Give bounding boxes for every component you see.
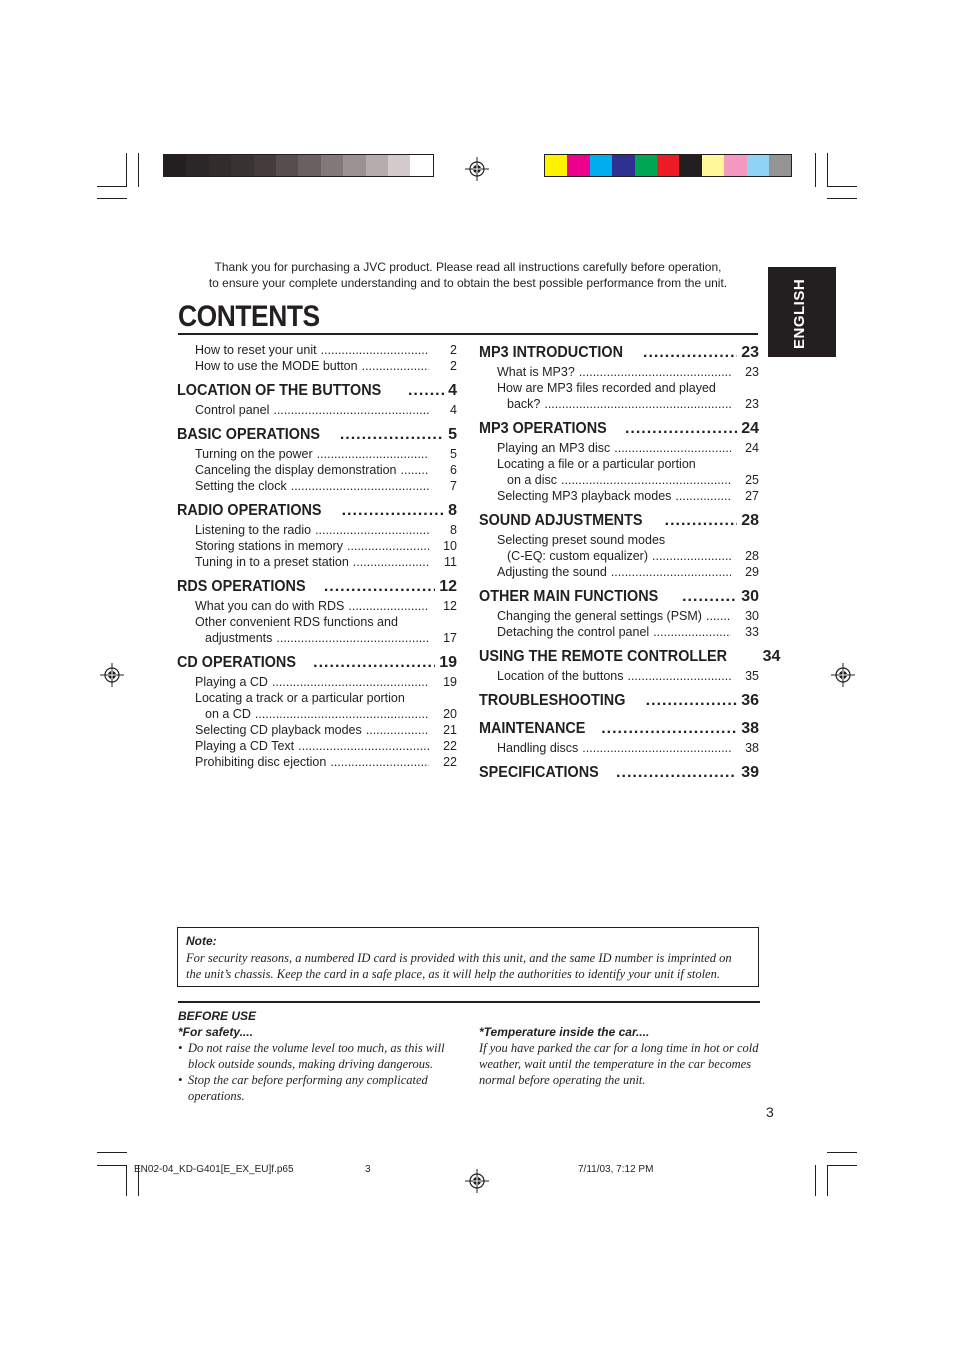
- leader-dots: [340, 424, 444, 446]
- toc-item-label: Listening to the radio: [195, 523, 312, 537]
- leader-dots: [315, 522, 429, 538]
- crop-mark: [827, 1152, 857, 1153]
- toc-item[interactable]: [177, 402, 457, 418]
- leader-dots: [324, 576, 435, 598]
- toc-item-page: 2: [450, 359, 457, 373]
- toc-section-page: 19: [439, 654, 457, 671]
- toc-item-label: Tuning in to a preset station: [195, 555, 349, 569]
- toc-item[interactable]: [177, 754, 457, 770]
- color-swatch: [657, 155, 679, 176]
- toc-item-label: Handling discs: [497, 741, 579, 755]
- crop-mark: [827, 153, 828, 187]
- toc-item[interactable]: [177, 598, 457, 614]
- toc-item-page: 10: [443, 539, 457, 553]
- toc-item-page: 7: [450, 479, 457, 493]
- toc-item-label: How are MP3 files recorded and played: [497, 381, 716, 395]
- toc-item[interactable]: [177, 674, 457, 690]
- toc-item-page: 22: [443, 755, 457, 769]
- toc-left-column: [177, 342, 457, 770]
- color-swatch: [612, 155, 634, 176]
- toc-item-page: 8: [450, 523, 457, 537]
- toc-item-page: 27: [745, 489, 759, 503]
- toc-item[interactable]: [479, 608, 759, 624]
- leader-dots: [273, 402, 429, 418]
- color-swatch: [679, 155, 701, 176]
- color-swatch: [321, 155, 343, 176]
- leader-dots: [653, 624, 731, 640]
- grayscale-color-bar: [163, 154, 434, 177]
- toc-section: [177, 342, 457, 374]
- color-swatch: [545, 155, 567, 176]
- toc-section-title: MP3 OPERATIONS: [479, 420, 607, 437]
- toc-section-heading[interactable]: [479, 646, 781, 668]
- crop-mark: [97, 1152, 127, 1153]
- page-number: 3: [766, 1104, 774, 1120]
- toc-item-page: 28: [745, 549, 759, 563]
- temperature-text: If you have parked the car for a long time in hot or cold weather, wait until the temperature in the car becomes normal before operating the unit.: [479, 1041, 759, 1087]
- color-swatch: [388, 155, 410, 176]
- toc-item[interactable]: [177, 342, 457, 358]
- leader-dots: [317, 446, 429, 462]
- toc-section-heading[interactable]: [479, 762, 759, 784]
- toc-item-label: on a disc: [507, 473, 558, 487]
- registration-mark-icon: [465, 157, 489, 181]
- crop-mark: [97, 186, 127, 187]
- toc-item-label: Playing an MP3 disc: [497, 441, 611, 455]
- toc-item-page: 23: [745, 365, 759, 379]
- leader-dots: [616, 762, 737, 784]
- toc-section: [479, 418, 759, 504]
- toc-item[interactable]: [479, 740, 759, 756]
- toc-section: [177, 576, 457, 646]
- crop-mark: [126, 153, 127, 187]
- toc-section: [177, 424, 457, 494]
- toc-section-title: MAINTENANCE: [479, 720, 586, 737]
- toc-item-page: 4: [450, 403, 457, 417]
- color-swatch: [276, 155, 298, 176]
- color-swatch: [590, 155, 612, 176]
- crop-mark: [126, 1165, 127, 1196]
- leader-dots: [313, 652, 435, 674]
- leader-dots: [342, 500, 444, 522]
- toc-item[interactable]: [177, 706, 457, 722]
- color-swatch: [343, 155, 365, 176]
- footer-page: 3: [365, 1164, 371, 1175]
- safety-heading-text: For safety....: [182, 1025, 253, 1039]
- leader-dots: [347, 538, 429, 554]
- crop-mark: [97, 198, 127, 199]
- toc-section-page: 23: [741, 344, 759, 361]
- toc-item-label: Location of the buttons: [497, 669, 624, 683]
- toc-section-heading[interactable]: [479, 510, 759, 532]
- toc-item-label: Locating a file or a particular portion: [497, 457, 696, 471]
- leader-dots: [366, 722, 429, 738]
- toc-item-label: Adjusting the sound: [497, 565, 607, 579]
- toc-item-page: 6: [450, 463, 457, 477]
- toc-section-page: 8: [448, 502, 457, 519]
- toc-item-label: adjustments: [205, 631, 273, 645]
- crop-mark: [827, 1165, 857, 1166]
- color-swatch: [164, 155, 186, 176]
- leader-dots: [408, 380, 444, 402]
- toc-item[interactable]: [479, 456, 759, 472]
- leader-dots: [272, 674, 429, 690]
- note-title: Note:: [186, 934, 217, 948]
- toc-item[interactable]: [177, 554, 457, 570]
- color-swatch: [769, 155, 791, 176]
- toc-item[interactable]: [479, 564, 759, 580]
- toc-section-title: MP3 INTRODUCTION: [479, 344, 623, 361]
- toc-item-label: Selecting preset sound modes: [497, 533, 666, 547]
- toc-item[interactable]: [177, 630, 457, 646]
- toc-section-heading[interactable]: [479, 690, 759, 712]
- toc-item-label: Detaching the control panel: [497, 625, 650, 639]
- toc-item[interactable]: [479, 396, 759, 412]
- leader-dots: [255, 706, 429, 722]
- toc-section-title: CD OPERATIONS: [177, 654, 296, 671]
- toc-item-label: What is MP3?: [497, 365, 575, 379]
- toc-section: [177, 500, 457, 570]
- toc-section-title: SOUND ADJUSTMENTS: [479, 512, 643, 529]
- leader-dots: [330, 754, 429, 770]
- leader-dots: [601, 718, 737, 740]
- leader-dots: [579, 364, 731, 380]
- toc-section-page: 24: [741, 420, 759, 437]
- toc-section-page: 5: [448, 426, 457, 443]
- leader-dots: [611, 564, 731, 580]
- toc-item-label: Turning on the power: [195, 447, 313, 461]
- leader-dots: [682, 586, 737, 608]
- registration-mark-icon: [465, 1169, 489, 1193]
- safety-section: [178, 1025, 458, 1104]
- leader-dots: [321, 342, 429, 358]
- toc-item[interactable]: [177, 522, 457, 538]
- leader-dots: [614, 440, 731, 456]
- language-tab-label: ENGLISH: [791, 278, 808, 349]
- toc-item[interactable]: [479, 548, 759, 564]
- toc-item[interactable]: [177, 538, 457, 554]
- crop-mark: [815, 153, 816, 187]
- leader-dots: [353, 554, 429, 570]
- toc-section-page: 4: [448, 382, 457, 399]
- toc-item[interactable]: [479, 488, 759, 504]
- title-rule: [178, 333, 758, 335]
- toc-item[interactable]: [177, 722, 457, 738]
- toc-section: [479, 342, 759, 412]
- color-swatch: [702, 155, 724, 176]
- toc-item-page: 33: [745, 625, 759, 639]
- toc-item-page: 2: [450, 343, 457, 357]
- toc-item-label: Playing a CD Text: [195, 739, 295, 753]
- leader-dots: [298, 738, 429, 754]
- toc-section-heading[interactable]: [177, 652, 457, 674]
- leader-dots: [627, 668, 731, 684]
- toc-item-label: on a CD: [205, 707, 251, 721]
- toc-item-label: What you can do with RDS: [195, 599, 345, 613]
- toc-item-label: Prohibiting disc ejection: [195, 755, 327, 769]
- safety-item: [178, 1040, 458, 1072]
- before-use-rule: [178, 1001, 760, 1003]
- toc-section-heading[interactable]: [479, 718, 759, 740]
- intro-text: [178, 259, 758, 291]
- toc-section-title: BASIC OPERATIONS: [177, 426, 320, 443]
- toc-item-page: 38: [745, 741, 759, 755]
- crop-mark: [827, 198, 857, 199]
- leader-dots: [675, 488, 731, 504]
- toc-section: [479, 690, 759, 712]
- toc-section-page: 12: [439, 578, 457, 595]
- toc-item-label: Other convenient RDS functions and: [195, 615, 398, 629]
- toc-item[interactable]: [177, 478, 457, 494]
- toc-item-label: Storing stations in memory: [195, 539, 343, 553]
- color-swatch: [298, 155, 320, 176]
- bullet: •: [178, 1073, 183, 1087]
- leader-dots: [544, 396, 731, 412]
- toc-section: [479, 510, 759, 580]
- leader-dots: [625, 418, 737, 440]
- color-swatch: [254, 155, 276, 176]
- toc-item[interactable]: [177, 614, 457, 630]
- toc-section-heading[interactable]: [177, 500, 457, 522]
- toc-section-page: 34: [762, 648, 781, 665]
- toc-section-heading[interactable]: [479, 342, 759, 364]
- toc-item-page: 23: [745, 397, 759, 411]
- safety-heading: *For safety....: [178, 1025, 253, 1039]
- toc-item[interactable]: [177, 738, 457, 754]
- toc-section: [479, 762, 759, 784]
- toc-section-title: USING THE REMOTE CONTROLLER: [479, 648, 728, 665]
- leader-dots: [665, 510, 738, 532]
- leader-dots: [582, 740, 731, 756]
- crop-mark: [827, 1165, 828, 1196]
- toc-section-heading[interactable]: [479, 586, 759, 608]
- toc-item-label: Canceling the display demonstration: [195, 463, 397, 477]
- leader-dots: [652, 548, 731, 564]
- toc-section-page: 28: [741, 512, 759, 529]
- crop-mark: [827, 186, 857, 187]
- color-swatch: [231, 155, 253, 176]
- toc-item-label: back?: [507, 397, 541, 411]
- toc-section-page: 36: [741, 692, 759, 709]
- crop-mark: [97, 1165, 127, 1166]
- toc-section-heading[interactable]: [177, 424, 457, 446]
- toc-item-label: Playing a CD: [195, 675, 268, 689]
- toc-item-page: 29: [745, 565, 759, 579]
- leader-dots: [401, 462, 429, 478]
- toc-item-page: 17: [443, 631, 457, 645]
- safety-item: [178, 1072, 458, 1104]
- toc-item[interactable]: [479, 624, 759, 640]
- toc-item[interactable]: [177, 358, 457, 374]
- toc-section-heading[interactable]: [177, 380, 457, 402]
- leader-dots: [348, 598, 429, 614]
- safety-item-text: Do not raise the volume level too much, as this will block outside sounds, making driving dangerous.: [188, 1041, 445, 1071]
- toc-item-page: 35: [745, 669, 759, 683]
- color-swatch: [724, 155, 746, 176]
- toc-item[interactable]: [479, 668, 759, 684]
- toc-item-page: 24: [745, 441, 759, 455]
- toc-item-page: 5: [450, 447, 457, 461]
- toc-item[interactable]: [479, 380, 759, 396]
- toc-section-page: 30: [741, 588, 759, 605]
- safety-item-text: Stop the car before performing any complicated operations.: [188, 1073, 428, 1103]
- toc-section-title: TROUBLESHOOTING: [479, 692, 626, 709]
- before-use-title: BEFORE USE: [178, 1009, 257, 1023]
- toc-section-title: SPECIFICATIONS: [479, 764, 599, 781]
- note-text: For security reasons, a numbered ID card is provided with this unit, and the same ID number is imprinted on the unit’s chassis. Keep the card in a safe place, as it will help the authorities to identify your unit if stolen.: [186, 951, 732, 981]
- color-swatch: [186, 155, 208, 176]
- toc-section-page: 39: [741, 764, 759, 781]
- toc-item-page: 20: [443, 707, 457, 721]
- toc-item-page: 21: [443, 723, 457, 737]
- temperature-heading: *Temperature inside the car....: [479, 1025, 650, 1039]
- toc-item-label: (C-EQ: custom equalizer): [507, 549, 649, 563]
- toc-item[interactable]: [177, 690, 457, 706]
- leader-dots: [561, 472, 731, 488]
- color-swatch: [410, 155, 432, 176]
- toc-section: [479, 646, 781, 684]
- toc-section-title: LOCATION OF THE BUTTONS: [177, 382, 382, 399]
- toc-item[interactable]: [479, 364, 759, 380]
- toc-item[interactable]: [479, 532, 759, 548]
- toc-item[interactable]: [479, 440, 759, 456]
- toc-item[interactable]: [177, 462, 457, 478]
- toc-item-page: 25: [745, 473, 759, 487]
- leader-dots: [643, 342, 737, 364]
- process-color-bar: [544, 154, 792, 177]
- toc-section-heading[interactable]: [479, 418, 759, 440]
- bullet: •: [178, 1041, 183, 1055]
- toc-item-label: Selecting MP3 playback modes: [497, 489, 672, 503]
- toc-section-page: 38: [741, 720, 759, 737]
- toc-item-label: Selecting CD playback modes: [195, 723, 362, 737]
- footer-date: 7/11/03, 7:12 PM: [578, 1164, 654, 1175]
- intro-line: to ensure your complete understanding and to obtain the best possible performance from the unit.: [208, 276, 728, 290]
- color-swatch: [209, 155, 231, 176]
- toc-section-title: OTHER MAIN FUNCTIONS: [479, 588, 659, 605]
- toc-item[interactable]: [177, 446, 457, 462]
- color-swatch: [747, 155, 769, 176]
- leader-dots: [291, 478, 429, 494]
- toc-item-page: 11: [444, 555, 457, 569]
- crop-mark: [138, 153, 139, 187]
- toc-right-column: [479, 342, 781, 784]
- leader-dots: [706, 608, 731, 624]
- registration-mark-icon: [100, 663, 124, 687]
- language-tab: [768, 267, 836, 357]
- toc-item-label: Locating a track or a particular portion: [195, 691, 405, 705]
- note-box: [177, 927, 759, 987]
- crop-mark: [815, 1165, 816, 1196]
- toc-item-label: Setting the clock: [195, 479, 287, 493]
- toc-section: [177, 380, 457, 418]
- toc-item-label: How to use the MODE button: [195, 359, 358, 373]
- toc-item[interactable]: [479, 472, 759, 488]
- toc-item-label: How to reset your unit: [195, 343, 317, 357]
- toc-item-page: 30: [745, 609, 759, 623]
- color-swatch: [366, 155, 388, 176]
- page-title: CONTENTS: [178, 300, 320, 333]
- temperature-section: [479, 1025, 759, 1088]
- leader-dots: [362, 358, 429, 374]
- toc-section-title: RADIO OPERATIONS: [177, 502, 322, 519]
- intro-line: Thank you for purchasing a JVC product. Please read all instructions carefully before operation,: [214, 260, 722, 274]
- footer-file: EN02-04_KD-G401[E_EX_EU]f.p65: [134, 1164, 294, 1175]
- toc-section: [479, 718, 759, 756]
- toc-item-page: 22: [443, 739, 457, 753]
- leader-dots: [276, 630, 429, 646]
- registration-mark-icon: [831, 663, 855, 687]
- toc-item-page: 19: [443, 675, 457, 689]
- toc-item-page: 12: [443, 599, 457, 613]
- toc-section: [479, 586, 759, 640]
- toc-section-title: RDS OPERATIONS: [177, 578, 306, 595]
- toc-section-heading[interactable]: [177, 576, 457, 598]
- toc-item-label: Changing the general settings (PSM): [497, 609, 702, 623]
- temperature-heading-text: Temperature inside the car....: [483, 1025, 650, 1039]
- toc-section: [177, 652, 457, 770]
- leader-dots: [646, 690, 738, 712]
- toc-item-label: Control panel: [195, 403, 270, 417]
- color-swatch: [567, 155, 589, 176]
- color-swatch: [635, 155, 657, 176]
